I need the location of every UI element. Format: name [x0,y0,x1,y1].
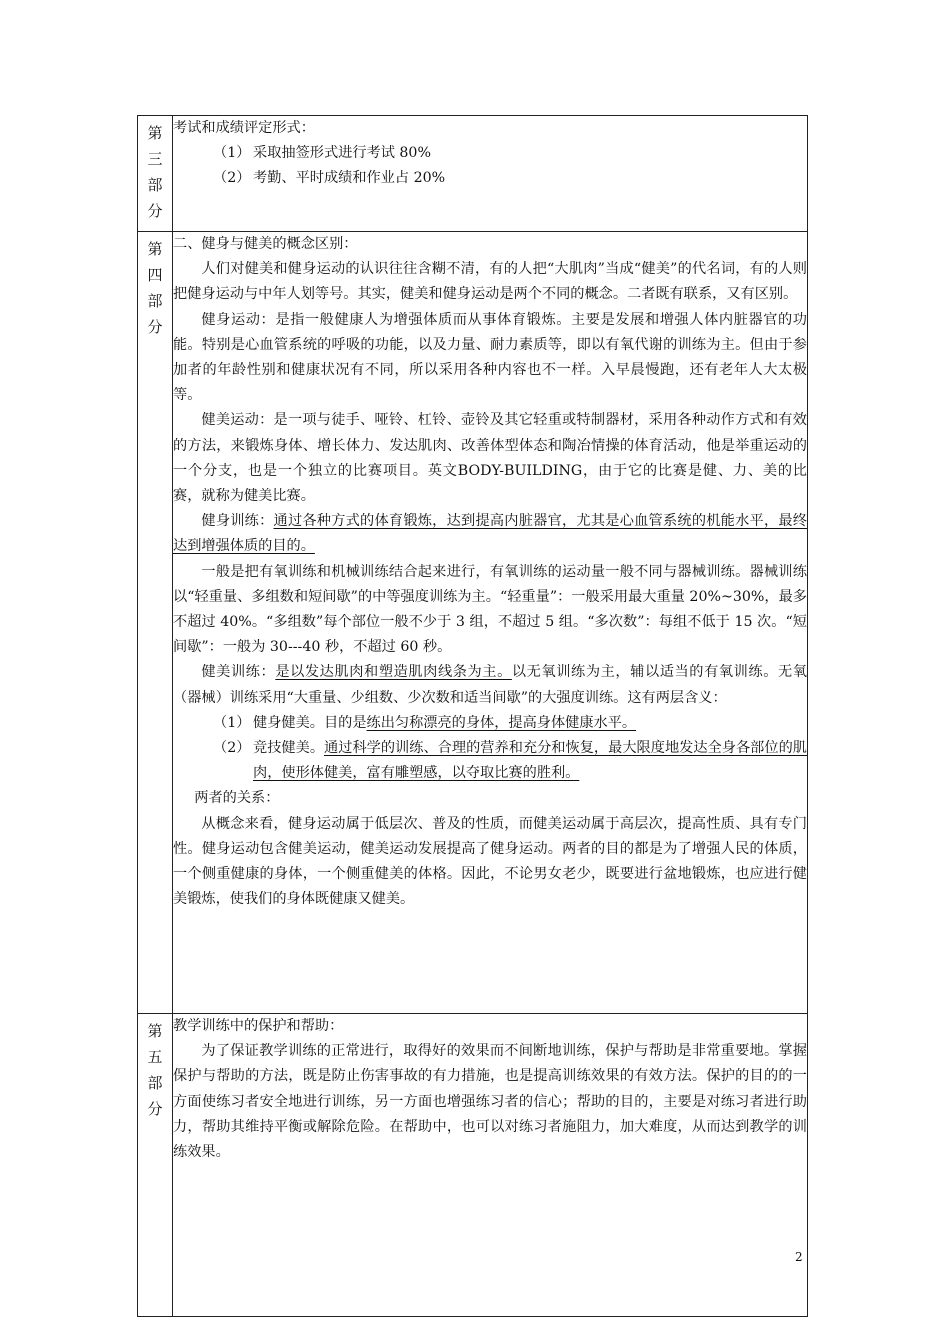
section-label-cell [138,1014,173,1317]
page-number: 2 [795,1250,803,1264]
list-item: （2） 竞技健美。通过科学的训练、合理的营养和充分和恢复，最大限度地发达全身各部位的肌肉，使形体健美，富有雕塑感，以夺取比赛的胜利。 [213,740,807,782]
section-label-cell [138,116,173,232]
section-row [138,232,808,1014]
subheading: 两者的关系： [194,790,280,807]
section-content [173,116,808,232]
underlined-text: 是以发达肌肉和塑造肌肉线条为主。 [275,664,512,681]
underlined-text: 练出匀称漂亮的身体，提高身体健康水平。 [366,714,637,731]
paragraph: 从概念来看，健身运动属于低层次、普及的性质，而健美运动属于高层次，提高性质、具有专门性。健身运动包含健美运动，健美运动发展提高了健身运动。两者的目的都是为了增强人民的体质，一个侧重健康的身体，一个侧重健美的体格。因此，不论男女老少，既要进行盆地锻炼，也应进行健美锻炼，使我们的身体既健康又健美。 [173,815,807,908]
list-item: （1） 健身健美。目的是练出匀称漂亮的身体，提高身体健康水平。 [213,714,637,731]
section-row [138,1014,808,1317]
section-row [138,116,808,232]
list-item: （2） 考勤、平时成绩和作业占 20% [213,170,446,187]
section-label: 第五部分 [147,1022,163,1118]
section-label: 第三部分 [147,124,163,220]
section-label-cell [138,232,173,1014]
underlined-text: 通过各种方式的体育锻炼，达到提高内脏器官，尤其是心血管系统的机能水平，最终达到增强体质的目的。 [173,513,807,555]
paragraph: 一般是把有氧训练和机械训练结合起来进行，有氧训练的运动量一般不同与器械训练。器械训练以“轻重量、多组数和短间歇”的中等强度训练为主。“轻重量”：一般采用最大重量 20%~30%，最多不超过 40%。“多组数”每个部位一般不少于 3 组，不超过 5 组。“多次数”：每组不低于 15 次。“短间歇”：一般为 30---40 秒，不超过 60 秒。 [173,563,807,656]
course-table [137,115,808,1317]
paragraph: 健美训练：是以发达肌肉和塑造肌肉线条为主。以无氧训练为主，辅以适当的有氧训练。无氧（器械）训练采用“大重量、少组数、少次数和适当间歇”的大强度训练。这有两层含义： [173,664,807,706]
section-heading: 二、健身与健美的概念区别： [173,236,358,252]
section-content [173,232,808,1014]
paragraph: 健美运动：是一项与徒手、哑铃、杠铃、壶铃及其它轻重或特制器材，采用各种动作方式和有效的方法，来锻炼身体、增长体力、发达肌肉、改善体型体态和陶冶情操的体育活动，他是举重运动的一个分支，也是一个独立的比赛项目。英文BODY-BUILDING，由于它的比赛是健、力、美的比赛，就称为健美比赛。 [173,412,807,505]
paragraph: 健身运动：是指一般健康人为增强体质而从事体育锻炼。主要是发展和增强人体内脏器官的功能。特别是心血管系统的呼吸的功能，以及力量、耐力素质等，即以有氧代谢的训练为主。但由于参加者的年龄性别和健康状况有不同，所以采用各种内容也不一样。入早晨慢跑，还有老年人大太极等。 [173,311,807,404]
section-label: 第四部分 [147,240,163,336]
underlined-text: 通过科学的训练、合理的营养和充分和恢复，最大限度地发达全身各部位的肌肉，使形体健美，富有雕塑感，以夺取比赛的胜利。 [253,740,807,782]
paragraph: 健身训练：通过各种方式的体育锻炼，达到提高内脏器官，尤其是心血管系统的机能水平，最终达到增强体质的目的。 [173,513,807,555]
list-item: （1） 采取抽签形式进行考试 80% [213,145,431,162]
paragraph: 人们对健美和健身运动的认识往往含糊不清，有的人把“大肌肉”当成“健美”的代名词，有的人则把健身运动与中年人划等号。其实，健美和健身运动是两个不同的概念。二者既有联系，又有区别。 [173,261,807,303]
section-content [173,1014,808,1317]
section-heading: 教学训练中的保护和帮助： [173,1018,344,1034]
paragraph: 为了保证教学训练的正常进行，取得好的效果而不间断地训练，保护与帮助是非常重要地。掌握保护与帮助的方法，既是防止伤害事故的有力措施，也是提高训练效果的有效方法。保护的目的的一方面使练习者安全地进行训练，另一方面也增强练习者的信心；帮助的目的，主要是对练习者进行助力，帮助其维持平衡或解除危险。在帮助中，也可以对练习者施阻力，加大难度，从而达到教学的训练效果。 [173,1043,807,1161]
section-heading: 考试和成绩评定形式： [173,120,315,136]
